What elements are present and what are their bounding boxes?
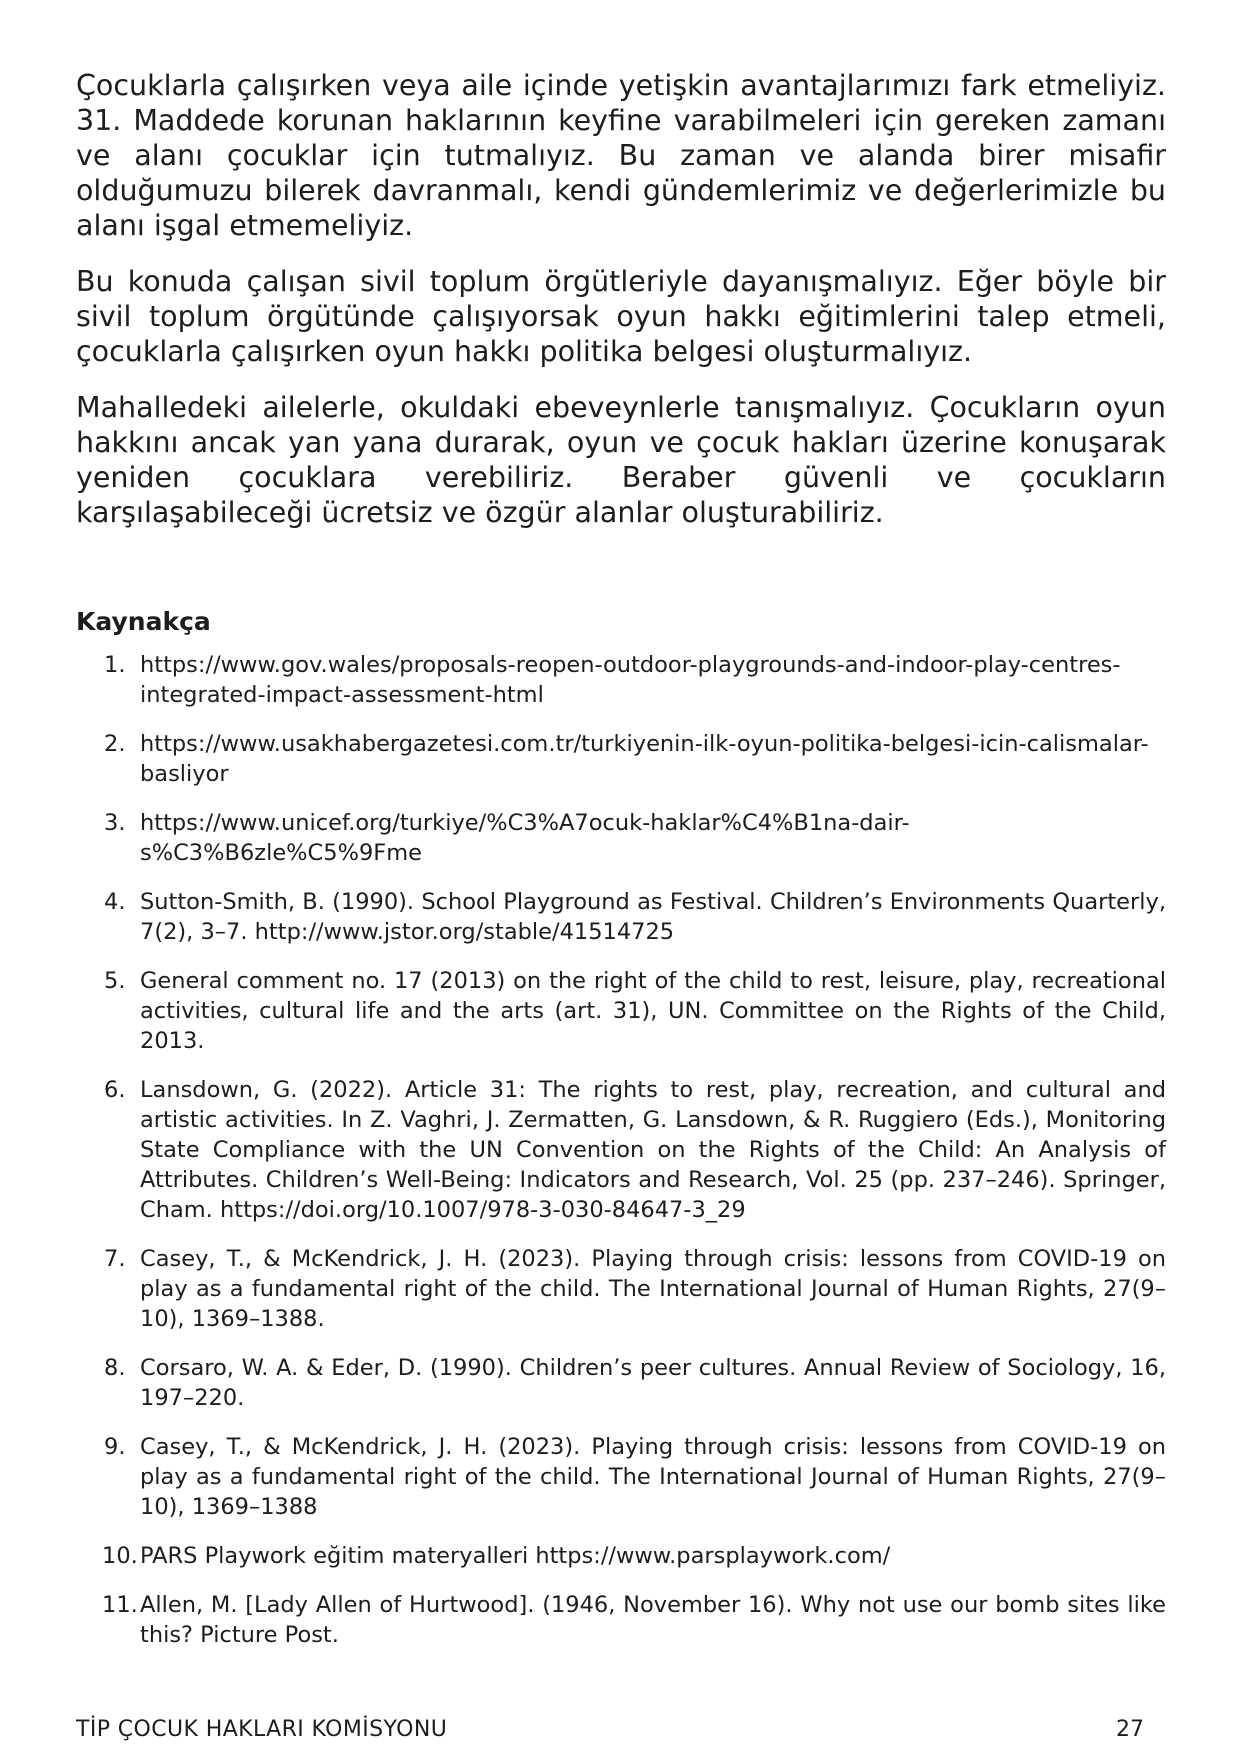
reference-link[interactable]: https://www.unicef.org/turkiye/%C3%A7ocuk-haklar%C4%B1na-dair-s%C3%B6zle%C5%9Fme: [140, 810, 910, 866]
reference-text: PARS Playwork eğitim materyalleri https://www.parsplaywork.com/: [140, 1543, 891, 1569]
reference-item: [76, 1353, 1166, 1413]
body-paragraph-3: Mahalledeki ailelerle, okuldaki ebeveynlerle tanışmalıyız. Çocukların oyun hakkını ancak yan yana durarak, oyun ve çocuk hakları üzerine konuşarak yeniden çocuklara verebiliriz. Beraber güvenli ve çocukların karşılaşabileceği ücretsiz ve özgür alanlar oluşturabiliriz.: [76, 391, 1166, 529]
reference-number: 9.: [104, 1434, 126, 1460]
reference-text: Allen, M. [Lady Allen of Hurtwood]. (1946, November 16). Why not use our bomb sites like this? Picture Post.: [140, 1592, 1166, 1648]
reference-number: 5.: [104, 968, 126, 994]
reference-text: Sutton-Smith, B. (1990). School Playground as Festival. Children’s Environments Quarterly, 7(2), 3–7. http://www.jstor.org/stable/41514725: [140, 889, 1166, 945]
page-content: [76, 68, 1166, 1669]
reference-item: [76, 650, 1166, 710]
reference-item: [76, 808, 1166, 868]
reference-item: [76, 1432, 1166, 1522]
reference-item: [76, 966, 1166, 1056]
reference-text: Corsaro, W. A. & Eder, D. (1990). Children’s peer cultures. Annual Review of Sociology, 16, 197–220.: [140, 1355, 1166, 1411]
reference-item: [76, 1590, 1166, 1650]
reference-number: 1.: [104, 652, 126, 678]
reference-link[interactable]: https://www.gov.wales/proposals-reopen-outdoor-playgrounds-and-indoor-play-centres-integrated-impact-assessment-html: [140, 652, 1121, 708]
reference-number: 7.: [104, 1246, 126, 1272]
reference-number: 6.: [104, 1077, 126, 1103]
reference-number: 11.: [102, 1592, 138, 1618]
reference-item: [76, 1244, 1166, 1334]
reference-link[interactable]: https://www.usakhabergazetesi.com.tr/turkiyenin-ilk-oyun-politika-belgesi-icin-calismalar-basliyor: [140, 731, 1149, 787]
reference-text: Casey, T., & McKendrick, J. H. (2023). Playing through crisis: lessons from COVID-19 on play as a fundamental right of the child. The International Journal of Human Rights, 27(9–10), 1369–1388.: [140, 1246, 1166, 1332]
references-list: [76, 650, 1166, 1650]
footer-title: TİP ÇOCUK HAKLARI KOMİSYONU: [76, 1717, 448, 1742]
reference-number: 8.: [104, 1355, 126, 1381]
reference-text: Casey, T., & McKendrick, J. H. (2023). Playing through crisis: lessons from COVID-19 on play as a fundamental right of the child. The International Journal of Human Rights, 27(9–10), 1369–1388: [140, 1434, 1166, 1520]
reference-item: [76, 1075, 1166, 1225]
reference-item: [76, 729, 1166, 789]
body-paragraph-2: Bu konuda çalışan sivil toplum örgütleriyle dayanışmalıyız. Eğer böyle bir sivil toplum örgütünde çalışıyorsak oyun hakkı eğitimlerini talep etmeli, çocuklarla çalışırken oyun hakkı politika belgesi oluşturmalıyız.: [76, 265, 1166, 368]
reference-item: [76, 1541, 1166, 1571]
reference-number: 4.: [104, 889, 126, 915]
reference-item: [76, 887, 1166, 947]
reference-number: 10.: [102, 1543, 138, 1569]
reference-text: Lansdown, G. (2022). Article 31: The rights to rest, play, recreation, and cultural and artistic activities. In Z. Vaghri, J. Zermatten, G. Lansdown, & R. Ruggiero (Eds.), Monitoring State Compliance with the UN Convention on the Rights of the Child: An Analysis of Attributes. Children’s Well-Being: Indicators and Research, Vol. 25 (pp. 237–246). Springer, Cham. https://doi.org/10.1007/978-3-030-84647-3_29: [140, 1077, 1166, 1223]
page-number: 27: [1116, 1717, 1144, 1742]
references-heading: Kaynakça: [76, 607, 211, 636]
body-paragraph-1: Çocuklarla çalışırken veya aile içinde yetişkin avantajlarımızı fark etmeliyiz. 31. Maddede korunan haklarının keyfine varabilmeleri için gereken zamanı ve alanı çocuklar için tutmalıyız. Bu zaman ve alanda birer misafir olduğumuzu bilerek davranmalı, kendi gündemlerimiz ve değerlerimizle bu alanı işgal etmemeliyiz.: [76, 69, 1166, 242]
reference-number: 3.: [104, 810, 126, 836]
reference-text: General comment no. 17 (2013) on the right of the child to rest, leisure, play, recreational activities, cultural life and the arts (art. 31), UN. Committee on the Rights of the Child, 2013.: [140, 968, 1166, 1054]
reference-number: 2.: [104, 731, 126, 757]
